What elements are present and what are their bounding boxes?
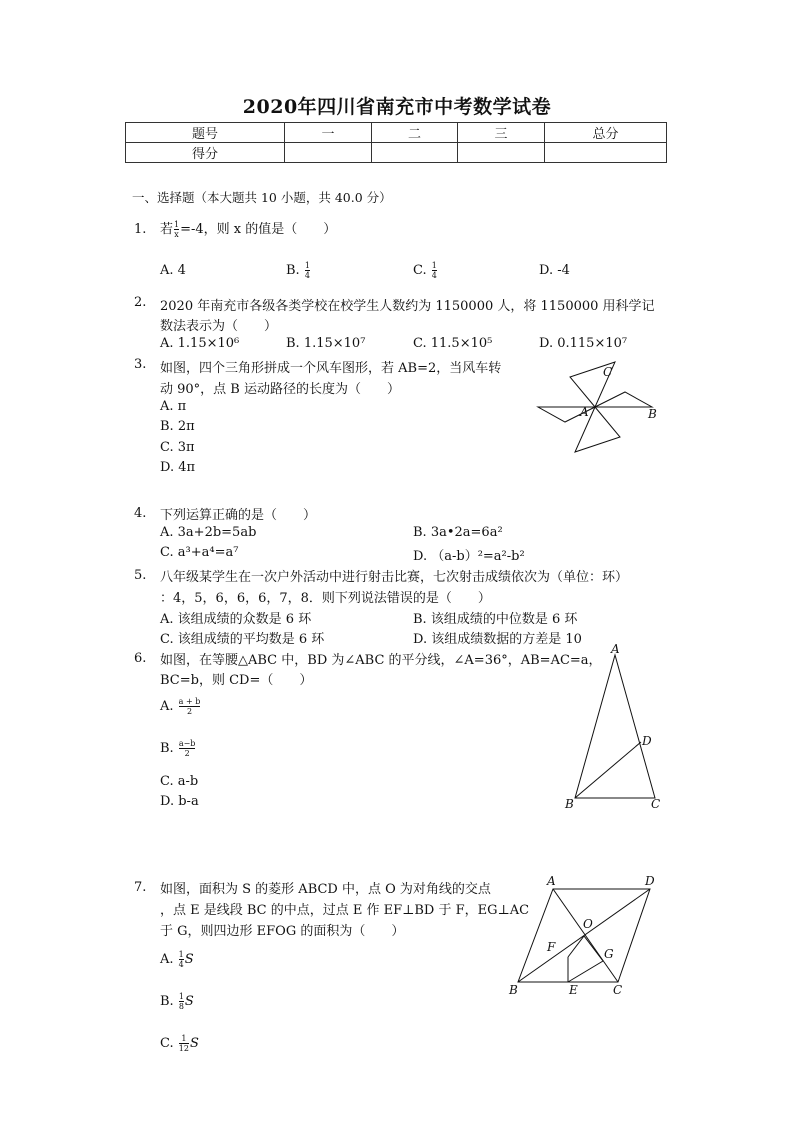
score-table-header-row <box>126 123 667 143</box>
option[interactable]: A. 4 <box>160 263 186 278</box>
option[interactable] <box>413 261 438 280</box>
fig-label: A <box>580 405 589 419</box>
fig-label: C <box>651 797 661 811</box>
option[interactable] <box>160 697 201 716</box>
score-table-header: 二 <box>372 123 458 143</box>
isosceles-triangle-figure <box>560 642 670 812</box>
frac-num: a−b <box>178 739 196 748</box>
option[interactable]: C. 该组成绩的平均数是 6 环 <box>160 632 325 647</box>
var-s: S <box>184 952 194 967</box>
fig-label: E <box>569 983 578 997</box>
q1-frac-den: x <box>174 230 179 239</box>
option[interactable]: C. 11.5×10⁵ <box>413 336 493 351</box>
option[interactable]: B. 2π <box>160 419 195 434</box>
score-table-header: 一 <box>285 123 372 143</box>
fig-label: G <box>604 947 614 961</box>
frac-num: 1 <box>178 992 184 1001</box>
question-7-line2: ，点 E 是线段 BC 的中点，过点 E 作 EF⊥BD 于 F，EG⊥AC <box>160 903 530 918</box>
option-label: A. <box>160 952 174 967</box>
fig-label: B <box>648 407 657 421</box>
option[interactable]: A. 该组成绩的众数是 6 环 <box>160 612 312 627</box>
fig-label: B <box>565 797 574 811</box>
question-6-line2: BC=b，则 CD=（ ） <box>160 673 313 688</box>
q1-frac-num: 1 <box>174 220 180 229</box>
option-label: C. <box>413 263 427 278</box>
option[interactable]: C. a-b <box>160 774 199 789</box>
fig-label: C <box>613 983 623 997</box>
question-4-line1: 下列运算正确的是（ ） <box>160 508 317 523</box>
score-cell[interactable] <box>285 143 372 163</box>
frac-den: 4 <box>178 960 184 969</box>
frac-den: 2 <box>179 706 201 716</box>
option[interactable]: B. 3a•2a=6a² <box>413 525 503 540</box>
frac-den: 8 <box>178 1002 184 1011</box>
question-7-line3: 于 G，则四边形 EFOG 的面积为（ ） <box>160 924 405 939</box>
frac-num: 1 <box>178 950 184 959</box>
q1-pre: 若 <box>160 222 174 237</box>
option[interactable] <box>160 950 194 969</box>
triangle-abc <box>575 655 655 798</box>
var-s: S <box>184 994 194 1009</box>
frac-num: a + b <box>178 697 201 706</box>
score-table-header: 总分 <box>545 123 667 143</box>
score-table-header: 三 <box>458 123 545 143</box>
option-label: B. <box>286 263 300 278</box>
fig-label: C <box>603 365 613 379</box>
score-row-label: 得分 <box>126 143 285 163</box>
option[interactable] <box>160 992 194 1011</box>
question-number: 7. <box>134 880 147 895</box>
question-3-line2: 动 90°，点 B 运动路径的长度为（ ） <box>160 382 400 397</box>
question-5-line1: 八年级某学生在一次户外活动中进行射击比赛，七次射击成绩依次为（单位：环） <box>160 570 629 585</box>
option[interactable]: A. 3a+2b=5ab <box>160 525 257 540</box>
option[interactable]: C. a³+a⁴=a⁷ <box>160 545 239 560</box>
option-label: B. <box>160 741 174 756</box>
frac-den: 4 <box>431 271 437 280</box>
score-table-header: 题号 <box>126 123 285 143</box>
option[interactable]: D. -4 <box>539 263 570 278</box>
option[interactable]: D. b-a <box>160 794 199 809</box>
page-title: 2020年四川省南充市中考数学试卷 <box>242 96 552 118</box>
option[interactable]: A. 1.15×10⁶ <box>160 336 240 351</box>
section-heading: 一、选择题（本大题共 10 小题，共 40.0 分） <box>132 190 392 205</box>
option-label: C. <box>160 1036 174 1051</box>
option[interactable]: D. 0.115×10⁷ <box>539 336 628 351</box>
q1-post: =-4，则 x 的值是（ ） <box>180 222 337 237</box>
option[interactable] <box>160 1034 199 1053</box>
var-s: S <box>189 1036 199 1051</box>
fig-label: F <box>547 940 556 954</box>
frac-num: 1 <box>181 1034 187 1043</box>
score-table-row <box>126 143 667 163</box>
option[interactable] <box>160 739 196 758</box>
option[interactable]: B. 1.15×10⁷ <box>286 336 366 351</box>
rhombus-figure <box>505 872 665 997</box>
question-number: 1. <box>134 222 147 237</box>
fig-label: O <box>583 917 593 931</box>
score-cell[interactable] <box>458 143 545 163</box>
question-1-stem <box>160 218 336 239</box>
score-table <box>125 122 667 163</box>
question-3-line1: 如图，四个三角形拼成一个风车图形，若 AB=2，当风车转 <box>160 361 502 376</box>
frac-den: 12 <box>178 1044 189 1053</box>
question-2-line1: 2020 年南充市各级各类学校在校学生人数约为 1150000 人，将 1150000 用科学记 <box>160 299 655 314</box>
option-label: B. <box>160 994 174 1009</box>
question-number: 5. <box>134 568 147 583</box>
option[interactable]: A. π <box>160 399 187 414</box>
question-number: 4. <box>134 506 147 521</box>
bisector-bd <box>575 742 641 798</box>
windmill-figure <box>530 352 665 467</box>
option[interactable]: C. 3π <box>160 440 195 455</box>
option[interactable] <box>286 261 311 280</box>
question-5-line2: ：4，5，6，6，6，7，8．则下列说法错误的是（ ） <box>160 591 491 606</box>
question-number: 2. <box>134 295 147 310</box>
frac-num: 1 <box>431 261 437 270</box>
fig-label: A <box>547 874 556 888</box>
option-label: A. <box>160 699 174 714</box>
option[interactable]: D. 4π <box>160 460 196 475</box>
score-cell[interactable] <box>545 143 667 163</box>
option[interactable]: D. 该组成绩数据的方差是 10 <box>413 632 582 647</box>
fig-label: D <box>645 874 655 888</box>
diagonal-ac <box>553 889 618 982</box>
option[interactable]: B. 该组成绩的中位数是 6 环 <box>413 612 578 627</box>
option[interactable]: D. （a-b）²=a²-b² <box>413 549 525 564</box>
windmill-blade <box>595 392 652 407</box>
frac-den: 2 <box>179 748 196 758</box>
question-2-line2: 数法表示为（ ） <box>160 319 278 334</box>
fig-label: B <box>509 983 518 997</box>
question-7-line1: 如图，面积为 S 的菱形 ABCD 中，点 O 为对角线的交点 <box>160 882 491 897</box>
frac-den: 4 <box>304 271 310 280</box>
question-6-line1: 如图，在等腰△ABC 中，BD 为∠ABC 的平分线，∠A=36°，AB=AC=a， <box>160 653 602 668</box>
score-cell[interactable] <box>372 143 458 163</box>
frac-num: 1 <box>304 261 310 270</box>
question-number: 3. <box>134 357 147 372</box>
question-number: 6. <box>134 651 147 666</box>
fig-label: A <box>611 642 620 656</box>
fig-label: D <box>642 734 652 748</box>
